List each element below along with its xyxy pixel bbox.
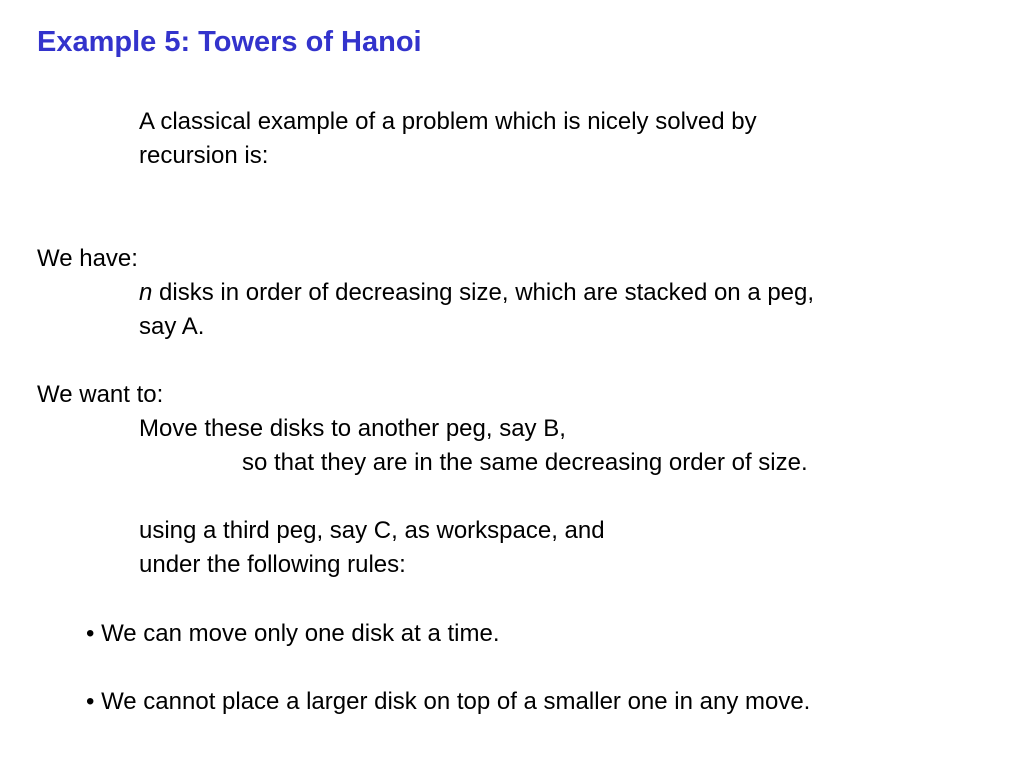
intro-line-2: recursion is: (139, 142, 269, 169)
we-have-line-1-text: disks in order of decreasing size, which are stacked on a peg, (152, 279, 815, 306)
we-want-heading: We want to: (37, 381, 164, 408)
we-want-line-3: using a third peg, say C, as workspace, and (139, 517, 605, 544)
intro-line-1: A classical example of a problem which is nicely solved by (139, 108, 757, 135)
rule-item-2: • We cannot place a larger disk on top of a smaller one in any move. (86, 688, 811, 715)
we-want-line-1: Move these disks to another peg, say B, (139, 415, 566, 442)
we-have-line-1 (139, 279, 814, 307)
we-want-line-2: so that they are in the same decreasing order of size. (242, 449, 808, 476)
we-have-line-2: say A. (139, 313, 205, 340)
variable-n: n (139, 279, 153, 306)
we-have-heading: We have: (37, 245, 138, 272)
we-want-line-4: under the following rules: (139, 551, 406, 578)
rule-item-1: • We can move only one disk at a time. (86, 620, 500, 647)
slide-title: Example 5: Towers of Hanoi (37, 26, 422, 58)
